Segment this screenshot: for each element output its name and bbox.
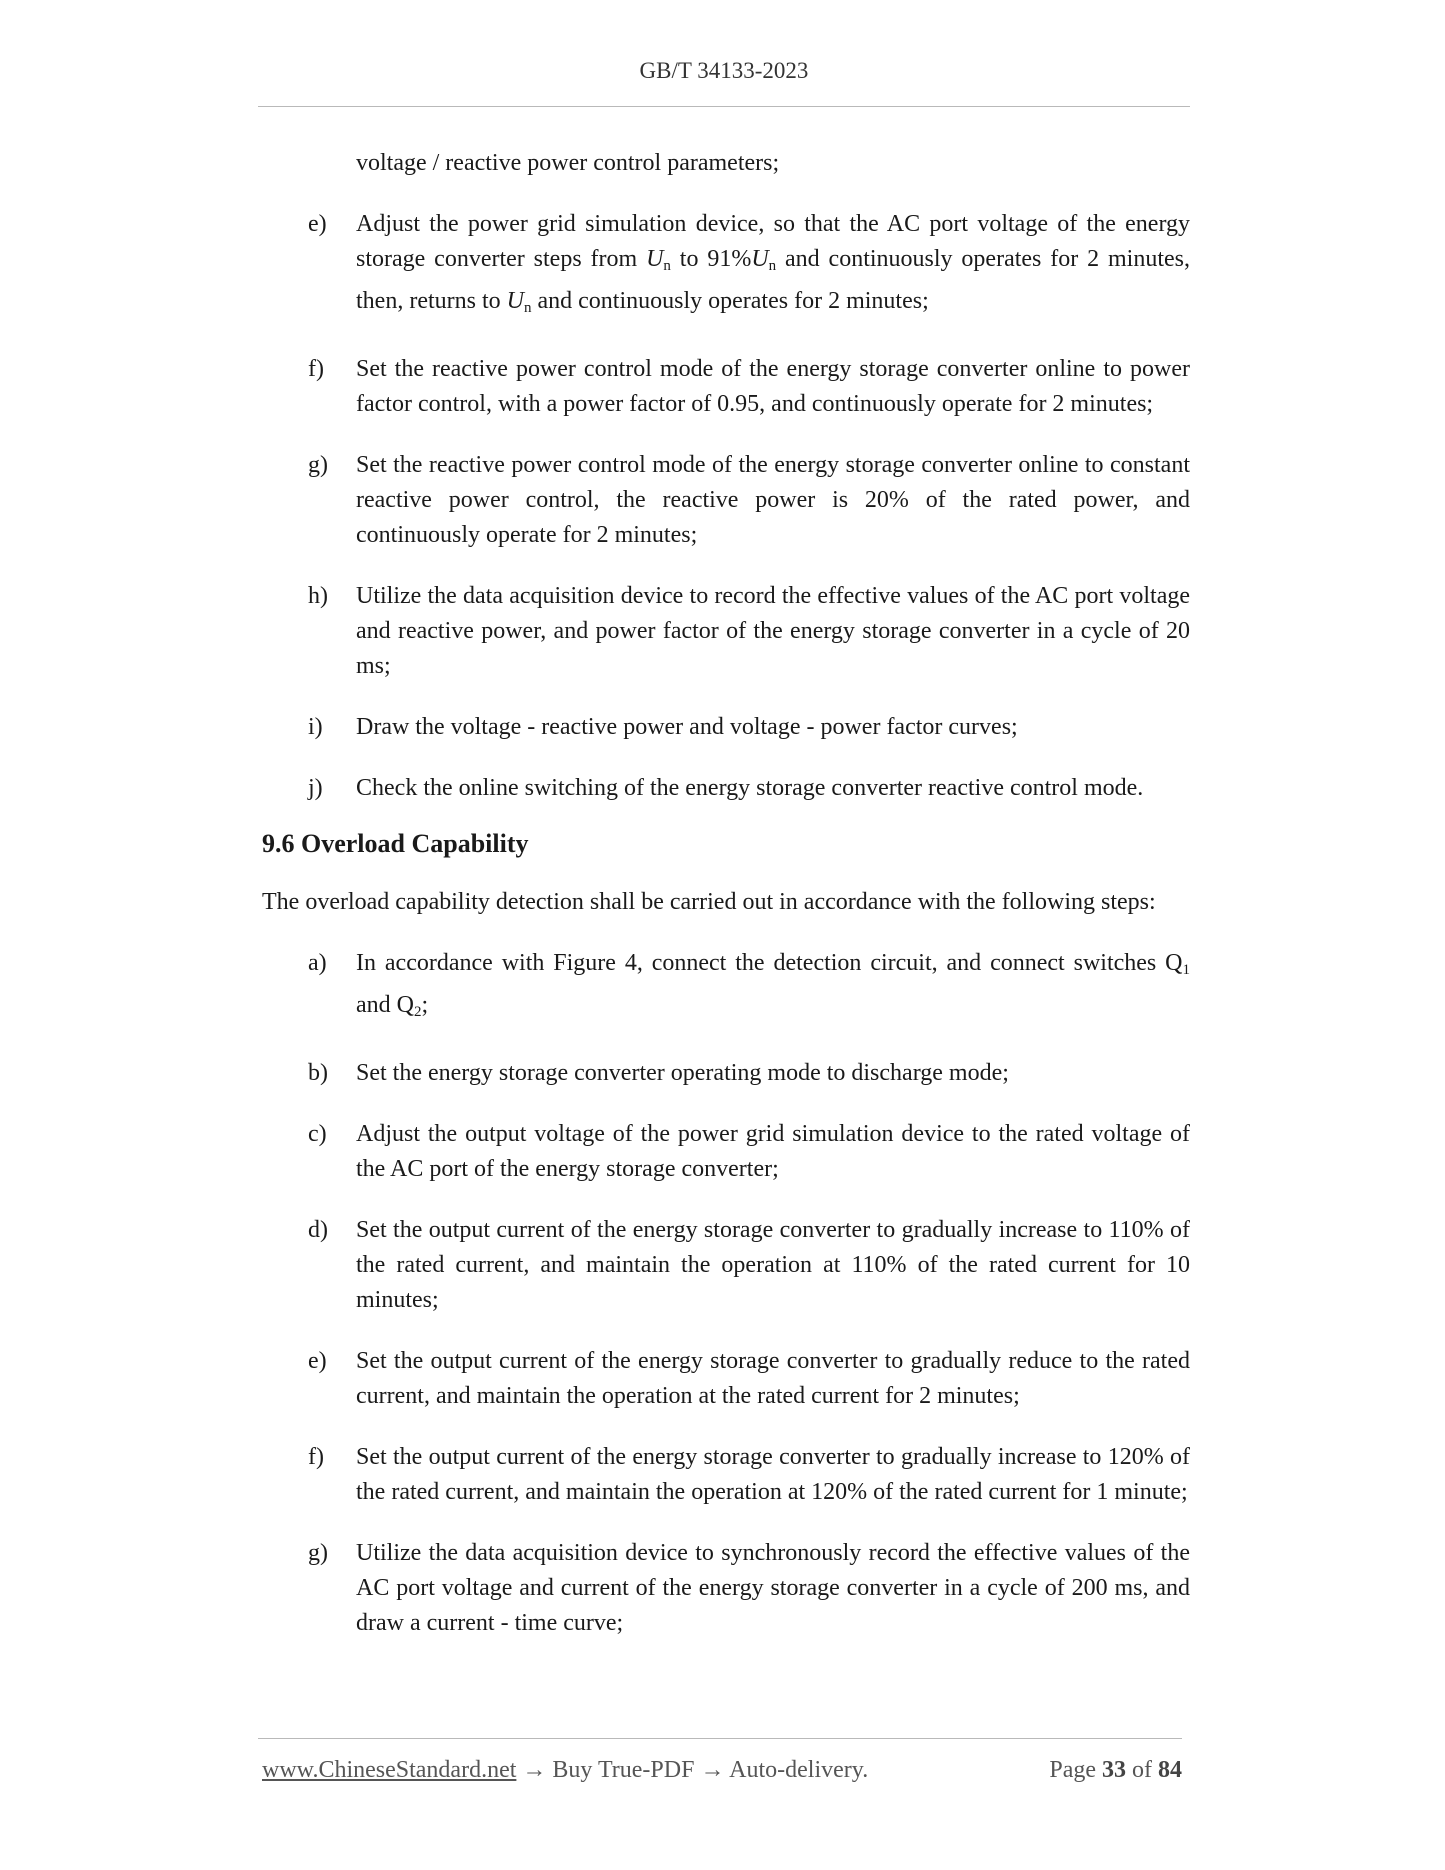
list-item-text: Set the output current of the energy storage converter to gradually increase to 110% of the rated current, and maintain the operation at 110% of the rated current for 10 minutes; <box>356 1217 1190 1313</box>
arrow-icon: → <box>700 1757 725 1783</box>
section-heading: 9.6 Overload Capability <box>262 829 529 858</box>
site-link[interactable]: www.ChineseStandard.net <box>262 1757 517 1783</box>
voltage-symbol: $U_n$ <box>506 288 532 316</box>
list-item-text: Set the reactive power control mode of the energy storage converter online to power factor control, with a power factor of 0.95, and continuously operate for 2 minutes; <box>356 356 1190 417</box>
list-item-label: e) <box>308 1348 327 1374</box>
list-item-text: Utilize the data acquisition device to record the effective values of the AC port voltage and reactive power, and power factor of the energy storage converter in a cycle of 20 ms; <box>356 583 1190 679</box>
arrow-icon: → <box>522 1757 547 1783</box>
list-item-text: Set the energy storage converter operating mode to discharge mode; <box>356 1060 1009 1086</box>
list-item <box>262 579 1190 684</box>
procedure-list-9-5 <box>262 207 1190 806</box>
footer-promo: www.ChineseStandard.net → Buy True-PDF → Auto-delivery. <box>262 1757 869 1783</box>
list-item-label: g) <box>308 1540 328 1566</box>
list-item <box>262 710 1190 745</box>
list-item-label: g) <box>308 452 328 478</box>
list-item-label: a) <box>308 950 327 976</box>
list-item-label: i) <box>308 714 323 740</box>
list-item <box>262 1117 1190 1187</box>
list-item-text: Draw the voltage - reactive power and voltage - power factor curves; <box>356 714 1018 740</box>
list-item-label: f) <box>308 356 324 382</box>
list-item-text: Adjust the output voltage of the power grid simulation device to the rated voltage of the AC port of the energy storage converter; <box>356 1121 1190 1182</box>
document-header <box>258 58 1190 84</box>
list-item-label: j) <box>308 775 323 801</box>
list-item-text: Check the online switching of the energy storage converter reactive control mode. <box>356 775 1144 801</box>
list-item-label: c) <box>308 1121 327 1147</box>
footer-divider <box>258 1738 1182 1739</box>
total-pages: 84 <box>1158 1757 1182 1783</box>
list-item-label: h) <box>308 583 328 609</box>
list-item: a) In accordance with Figure 4, connect the detection circuit, and connect switches $Q_1$ and $Q_2$; <box>262 946 1190 1030</box>
section-intro: The overload capability detection shall be carried out in accordance with the following steps: <box>262 889 1156 915</box>
list-item-text: Set the output current of the energy storage converter to gradually reduce to the rated current, and maintain the operation at the rated current for 2 minutes; <box>356 1348 1190 1409</box>
list-item: e) Adjust the power grid simulation device, so that the AC port voltage of the energy storage converter steps from $U_n$ to $91\%U_n$ and continuously operates for 2 minutes, then, returns to $U_n$ and continuously operates for 2 minutes; <box>262 207 1190 326</box>
procedure-list-9-6 <box>262 946 1190 1641</box>
voltage-symbol: $U_n$ <box>646 246 671 274</box>
voltage-symbol: $U_n$ <box>751 246 777 274</box>
list-item-label: f) <box>308 1444 324 1470</box>
list-item-text: Utilize the data acquisition device to synchronously record the effective values of the AC port voltage and current of the energy storage converter in a cycle of 200 ms, and draw a current - time curve; <box>356 1540 1190 1636</box>
list-item-continuation: voltage / reactive power control parameters; <box>356 150 780 176</box>
list-item-label: d) <box>308 1217 328 1243</box>
list-item-text: Set the reactive power control mode of the energy storage converter online to constant reactive power control, the reactive power is 20% of the rated power, and continuously operate for 2 minutes; <box>356 452 1190 548</box>
list-item <box>262 1056 1190 1091</box>
list-item <box>262 1213 1190 1318</box>
list-item <box>262 1536 1190 1641</box>
header-divider <box>258 106 1190 107</box>
page-number: Page 33 of 84 <box>1049 1757 1182 1783</box>
current-page: 33 <box>1102 1757 1126 1783</box>
list-item <box>262 1440 1190 1510</box>
list-item-text: Set the output current of the energy storage converter to gradually increase to 120% of the rated current, and maintain the operation at 120% of the rated current for 1 minute; <box>356 1444 1190 1505</box>
list-item <box>262 352 1190 422</box>
list-item-label: b) <box>308 1060 328 1086</box>
standard-code: GB/T 34133-2023 <box>639 58 809 83</box>
page-content <box>262 146 1190 1667</box>
list-item <box>262 1344 1190 1414</box>
list-item <box>262 448 1190 553</box>
list-item <box>262 771 1190 806</box>
list-item-label: e) <box>308 211 327 237</box>
